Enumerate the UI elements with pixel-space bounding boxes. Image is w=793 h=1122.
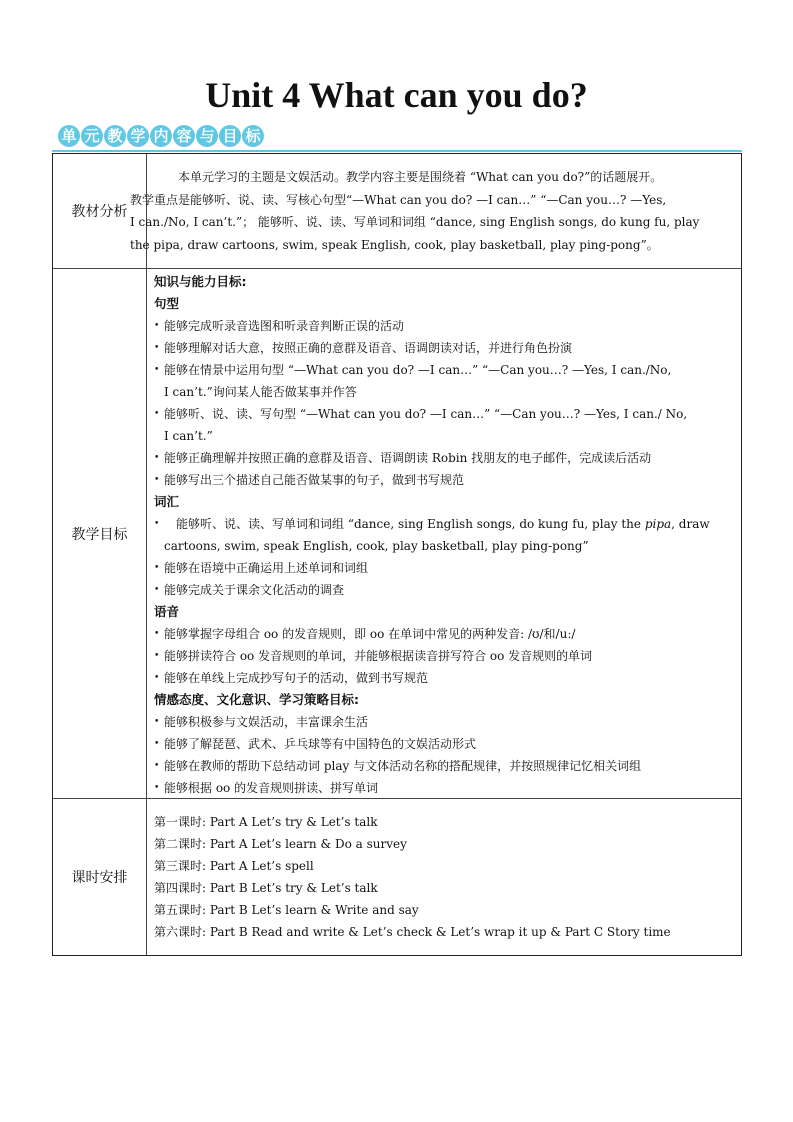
banner-char: 内 — [150, 125, 172, 147]
schedule-item: 第一课时: Part A Let’s try & Let’s talk — [154, 815, 378, 829]
phonics-heading: 语音 — [154, 604, 180, 619]
analysis-line: the pipa, draw cartoons, swim, speak English, cook, play basketball, play ping-pong”。 — [130, 237, 659, 252]
sentence-item: • 能够在情景中运用句型 “—What can you do? —I can…” “—Can you…? —Yes, I can./No, — [154, 359, 735, 381]
banner-char: 与 — [196, 125, 218, 147]
analysis-content — [130, 154, 741, 268]
attitude-heading: 情感态度、文化意识、学习策略目标: — [154, 692, 359, 707]
sentence-item: • 能够听、说、读、写句型 “—What can you do? —I can…” “—Can you…? —Yes, I can./ No, — [154, 403, 735, 425]
sentence-item-continued: I can’t.”询问某人能否做某事并作答 — [164, 385, 357, 399]
schedule-item: 第二课时: Part A Let’s learn & Do a survey — [154, 837, 407, 851]
schedule-item: 第五课时: Part B Let’s learn & Write and say — [154, 903, 419, 917]
banner-char: 元 — [81, 125, 103, 147]
analysis-paragraph — [130, 166, 735, 256]
attitude-item: • 能够积极参与文娱活动，丰富课余生活 — [154, 711, 735, 733]
vocab-item: • 能够完成关于课余文化活动的调查 — [154, 579, 735, 601]
schedule-item: 第四课时: Part B Let’s try & Let’s talk — [154, 881, 378, 895]
sentence-item: • 能够写出三个描述自己能否做某事的句子，做到书写规范 — [154, 469, 735, 491]
section-banner — [58, 121, 265, 151]
analysis-line: I can./No, I can’t.”； 能够听、说、读、写单词和词组 “dance, sing English songs, do kung fu, play — [130, 215, 700, 229]
vocab-italic-word: pipa — [644, 517, 672, 531]
sentence-item: • 能够完成听录音选图和听录音判断正误的活动 — [154, 315, 735, 337]
banner-char: 标 — [242, 125, 264, 147]
analysis-line: 本单元学习的主题是文娱活动。教学内容主要是围绕着 “What can you do?”的话题展开。 — [178, 170, 663, 184]
vocab-text-tail: , draw — [671, 517, 710, 531]
vocab-item: • 能够在语境中正确运用上述单词和词组 — [154, 557, 735, 579]
analysis-line: 教学重点是能够听、说、读、写核心句型“—What can you do? —I can…” “—Can you…? —Yes, — [130, 192, 667, 207]
banner-underline — [52, 150, 742, 152]
banner-char: 容 — [173, 125, 195, 147]
attitude-item: • 能够了解琵琶、武术、乒乓球等有中国特色的文娱活动形式 — [154, 733, 735, 755]
attitude-item: • 能够在教师的帮助下总结动词 play 与文体活动名称的搭配规律，并按照规律记忆相关词组 — [154, 755, 735, 777]
banner-char: 单 — [58, 125, 80, 147]
phonics-item: • 能够掌握字母组合 oo 的发音规则，即 oo 在单词中常见的两种发音: /ʊ/和/uː/ — [154, 623, 735, 645]
vocab-item — [154, 513, 735, 535]
vocab-heading: 词汇 — [154, 494, 180, 509]
sentence-heading: 句型 — [154, 296, 180, 311]
vocab-item-continued: cartoons, swim, speak English, cook, play basketball, play ping-pong” — [164, 539, 589, 553]
phonics-item: • 能够拼读符合 oo 发音规则的单词，并能够根据读音拼写符合 oo 发音规则的单词 — [154, 645, 735, 667]
sentence-item: • 能够正确理解并按照正确的意群及语音、语调朗读 Robin 找朋友的电子邮件，完成读后活动 — [154, 447, 735, 469]
attitude-item: • 能够根据 oo 的发音规则拼读、拼写单词 — [154, 777, 735, 799]
content-table — [52, 153, 742, 956]
sentence-item: • 能够理解对话大意，按照正确的意群及语音、语调朗读对话，并进行角色扮演 — [154, 337, 735, 359]
goals-label: 教学目标 — [53, 269, 147, 798]
phonics-item: • 能够在单线上完成抄写句子的活动，做到书写规范 — [154, 667, 735, 689]
vocab-text: 能够听、说、读、写单词和词组 “dance, sing English songs, do kung fu, play the — [176, 517, 641, 531]
analysis-row — [53, 154, 741, 269]
unit-title: Unit 4 What can you do? — [205, 75, 588, 115]
schedule-item: 第六课时: Part B Read and write & Let’s check & Let’s wrap it up & Part C Story time — [154, 925, 671, 939]
schedule-content — [146, 799, 741, 955]
goals-row — [53, 269, 741, 799]
schedule-label: 课时安排 — [53, 799, 147, 955]
schedule-list — [154, 811, 735, 943]
banner-char: 教 — [104, 125, 126, 147]
goals-content — [146, 269, 741, 798]
banner-char: 目 — [219, 125, 241, 147]
schedule-row — [53, 799, 741, 955]
sentence-item-continued: I can’t.” — [164, 429, 213, 443]
schedule-item: 第三课时: Part A Let’s spell — [154, 859, 314, 873]
analysis-label: 教材分析 — [53, 154, 147, 268]
banner-char: 学 — [127, 125, 149, 147]
knowledge-heading: 知识与能力目标: — [154, 274, 247, 289]
